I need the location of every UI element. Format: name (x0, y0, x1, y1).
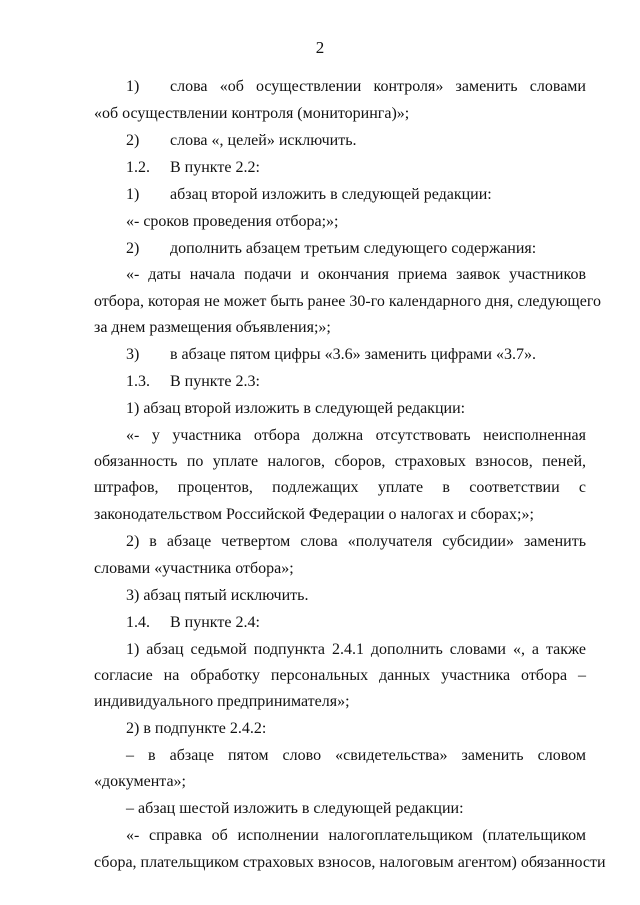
paragraph-line: обязанность по уплате налогов, сборов, страховых взносов, пеней, (94, 453, 586, 470)
paragraph-line: «документа»; (94, 773, 186, 790)
paragraph-line: абзац второй изложить в следующей редакции: (170, 186, 492, 203)
paragraph-line: – в абзаце пятом слово «свидетельства» заменить словом (126, 747, 586, 764)
paragraph-line: сбора, плательщиком страховых взносов, налоговым агентом) обязанности (94, 854, 606, 871)
list-number: 1) (126, 78, 140, 95)
paragraph-line: словами «участника отбора»; (94, 560, 294, 577)
paragraph-line: «- у участника отбора должна отсутствовать неисполненная (126, 427, 586, 444)
paragraph-line: дополнить абзацем третьим следующего содержания: (170, 240, 537, 257)
paragraph-line: «- даты начала подачи и окончания приема заявок участников (126, 266, 586, 283)
paragraph-line: 1) абзац седьмой подпункта 2.4.1 дополнить словами «, а также (126, 641, 586, 658)
paragraph-line: В пункте 2.2: (170, 159, 260, 176)
paragraph-line: 2) в абзаце четвертом слова «получателя субсидии» заменить (126, 533, 586, 550)
paragraph-line: штрафов, процентов, подлежащих уплате в соответствии с (94, 479, 586, 496)
list-number: 1) (126, 186, 140, 203)
list-number: 1.4. (126, 614, 150, 631)
paragraph-line: индивидуального предпринимателя»; (94, 693, 350, 710)
list-number: 2) (126, 132, 140, 149)
paragraph-line: 3) абзац пятый исключить. (126, 587, 309, 604)
list-number: 2) (126, 240, 140, 257)
paragraph-line: В пункте 2.4: (170, 614, 260, 631)
paragraph-line: «- сроков проведения отбора;»; (126, 213, 339, 230)
paragraph-line: – абзац шестой изложить в следующей редакции: (126, 800, 464, 817)
paragraph-line: «- справка об исполнении налогоплательщиком (плательщиком (126, 827, 586, 844)
list-number: 1.2. (126, 159, 150, 176)
paragraph-line: в абзаце пятом цифры «3.6» заменить цифрами «3.7». (170, 346, 536, 363)
paragraph-line: слова «, целей» исключить. (170, 132, 357, 149)
paragraph-line: отбора, которая не может быть ранее 30-го календарного дня, следующего (94, 293, 601, 310)
paragraph-line: 1) абзац второй изложить в следующей редакции: (126, 400, 466, 417)
page-number: 2 (315, 38, 325, 57)
paragraph-line: В пункте 2.3: (170, 373, 260, 390)
paragraph-line: «об осуществлении контроля (мониторинга)»; (94, 105, 410, 122)
paragraph-line: 2) в подпункте 2.4.2: (126, 720, 267, 737)
paragraph-line: согласие на обработку персональных данных участника отбора – (94, 667, 586, 684)
paragraph-line: законодательством Российской Федерации о налогах и сборах;»; (94, 506, 534, 523)
paragraph-line: слова «об осуществлении контроля» заменить словами (170, 78, 586, 95)
list-number: 3) (126, 346, 140, 363)
paragraph-line: за днем размещения объявления;»; (94, 319, 331, 336)
list-number: 1.3. (126, 373, 150, 390)
